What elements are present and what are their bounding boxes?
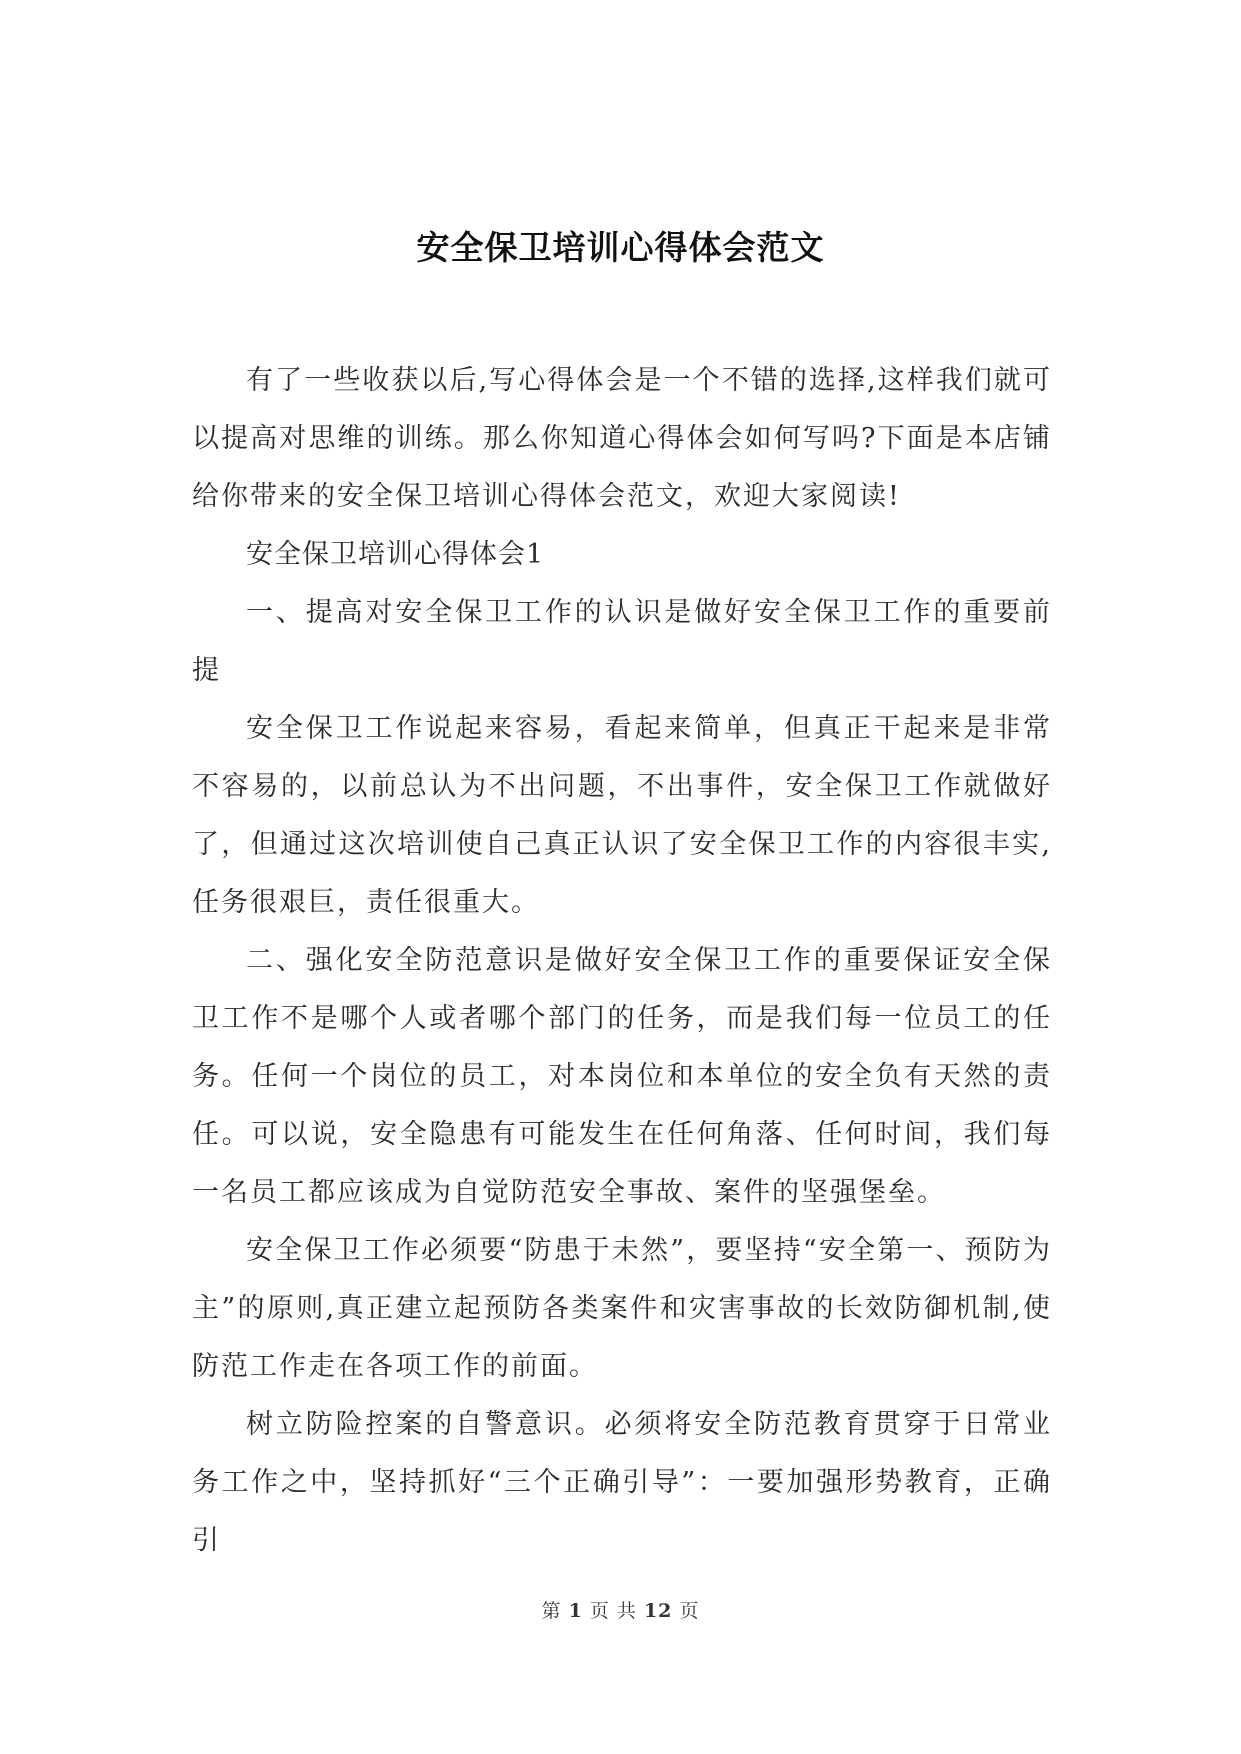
footer-prefix: 第 <box>541 1600 562 1622</box>
total-page-count: 12 <box>643 1600 673 1622</box>
body-paragraph: 安全保卫工作必须要“防患于未然”，要坚持“安全第一、预防为主”的原则,真正建立起预防各类案件和灾害事故的长效防御机制,使防范工作走在各项工作的前面。 <box>192 1235 1052 1382</box>
document-body <box>192 352 1052 1570</box>
current-page-number: 1 <box>568 1600 583 1622</box>
section-heading: 安全保卫培训心得体会1 <box>246 539 545 570</box>
document-title: 安全保卫培训心得体会范文 <box>416 228 825 267</box>
page-footer <box>0 1596 1241 1623</box>
body-paragraph: 安全保卫工作说起来容易，看起来简单，但真正干起来是非常不容易的，以前总认为不出问题，不出事件，安全保卫工作就做好了，但通过这次培训使自己真正认识了安全保卫工作的内容很丰实,任务很艰巨，责任很重大。 <box>192 713 1052 918</box>
footer-middle: 页 共 <box>589 1600 637 1622</box>
footer-suffix: 页 <box>679 1600 700 1622</box>
intro-paragraph: 有了一些收获以后,写心得体会是一个不错的选择,这样我们就可以提高对思维的训练。那么你知道心得体会如何写吗?下面是本店铺给你带来的安全保卫培训心得体会范文，欢迎大家阅读! <box>192 365 1052 512</box>
body-paragraph: 树立防险控案的自警意识。必须将安全防范教育贯穿于日常业务工作之中，坚持抓好“三个正确引导”：一要加强形势教育，正确引 <box>192 1409 1052 1556</box>
point-two-paragraph: 二、强化安全防范意识是做好安全保卫工作的重要保证安全保卫工作不是哪个人或者哪个部门的任务，而是我们每一位员工的任务。任何一个岗位的员工，对本岗位和本单位的安全负有天然的责任。可以说，安全隐患有可能发生在任何角落、任何时间，我们每一名员工都应该成为自觉防范安全事故、案件的坚强堡垒。 <box>192 945 1052 1208</box>
point-one-heading: 一、提高对安全保卫工作的认识是做好安全保卫工作的重要前提 <box>192 597 1052 686</box>
